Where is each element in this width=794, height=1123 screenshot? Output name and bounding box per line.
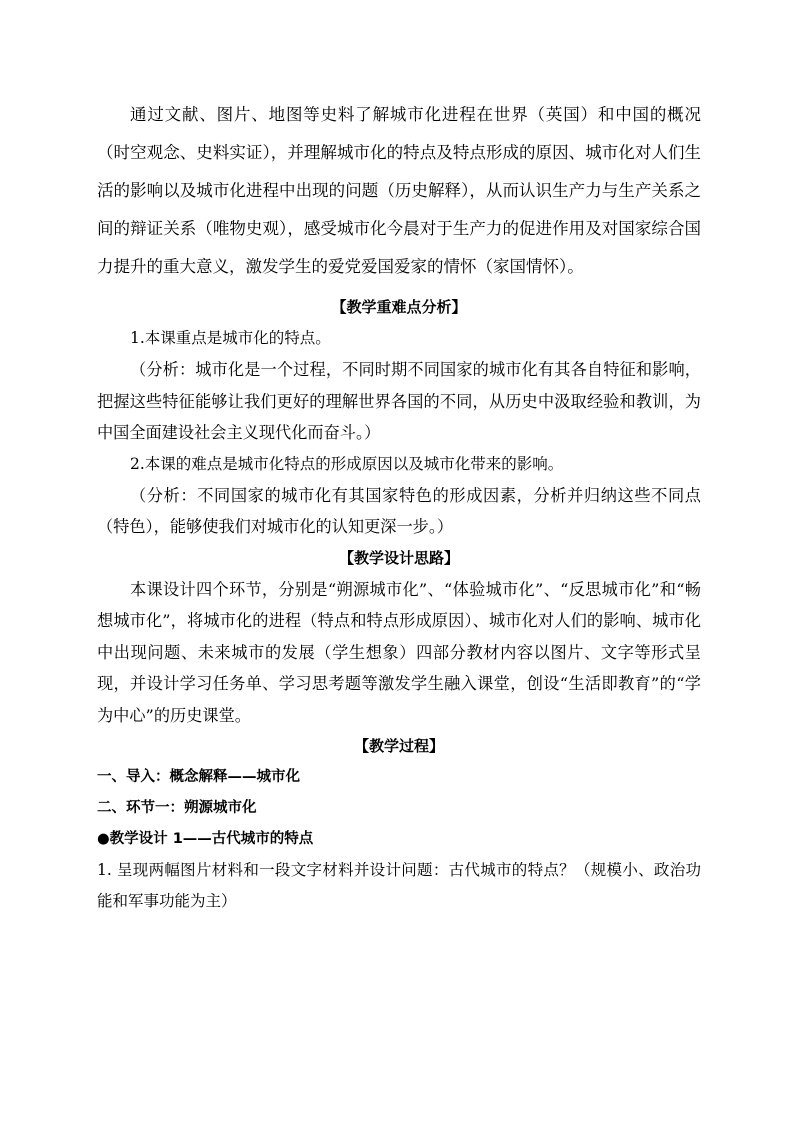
design-item-1: 1. 呈现两幅图片材料和一段文字材料并设计问题：古代城市的特点？（规模小、政治功能和军事功能为主） <box>97 861 701 910</box>
analysis-2: （分析：不同国家的城市化有其国家特色的形成因素，分析并归纳这些不同点（特色），能够使我们对城市化的认知更深一步。） <box>97 485 701 536</box>
heading-design-ideas: 【教学设计思路】 <box>338 548 459 567</box>
analysis-1: （分析：城市化是一个过程，不同时期不同国家的城市化有其各自特征和影响，把握这些特征能够让我们更好的理解世界各国的不同，从历史中汲取经验和教训，为中国全面建设社会主义现代化而奋斗。） <box>97 360 701 442</box>
step-stage-one: 二、环节一：朔源城市化 <box>97 800 257 816</box>
heading-key-difficulties: 【教学重难点分析】 <box>331 298 467 316</box>
step-introduction: 一、导入：概念解释——城市化 <box>97 769 300 785</box>
intro-paragraph: 通过文献、图片、地图等史料了解城市化进程在世界（英国）和中国的概况（时空观念、史料实证），并理解城市化的特点及特点形成的原因、城市化对人们生活的影响以及城市化进程中出现的问题（历史解释），从而认识生产力与生产关系之间的辩证关系（唯物史观），感受城市化今晨对于生产力的促进作用及对国家综合国力提升的重大意义，激发学生的爱党爱国爱家的情怀（家国情怀）。 <box>97 105 701 276</box>
design-ideas-text: 本课设计四个环节，分别是“朔源城市化”、“体验城市化”、“反思城市化”和“畅想城市化”，将城市化的进程（特点和特点形成原因）、城市化对人们的影响、城市化中出现问题、未来城市的发展（学生想象）四部分教材内容以图片、文字等形式呈现，并设计学习任务单、学习思考题等激发学生融入课堂，创设“生活即教育”的“学为中心”的历史课堂。 <box>97 579 701 725</box>
key-point-1: 1.本课重点是城市化的特点。 <box>130 329 331 347</box>
document-page <box>97 96 701 917</box>
teaching-design-1: ●教学设计 1——古代城市的特点 <box>97 831 314 847</box>
key-point-2: 2.本课的难点是城市化特点的形成原因以及城市化带来的影响。 <box>130 454 564 473</box>
heading-teaching-process: 【教学过程】 <box>353 737 444 755</box>
